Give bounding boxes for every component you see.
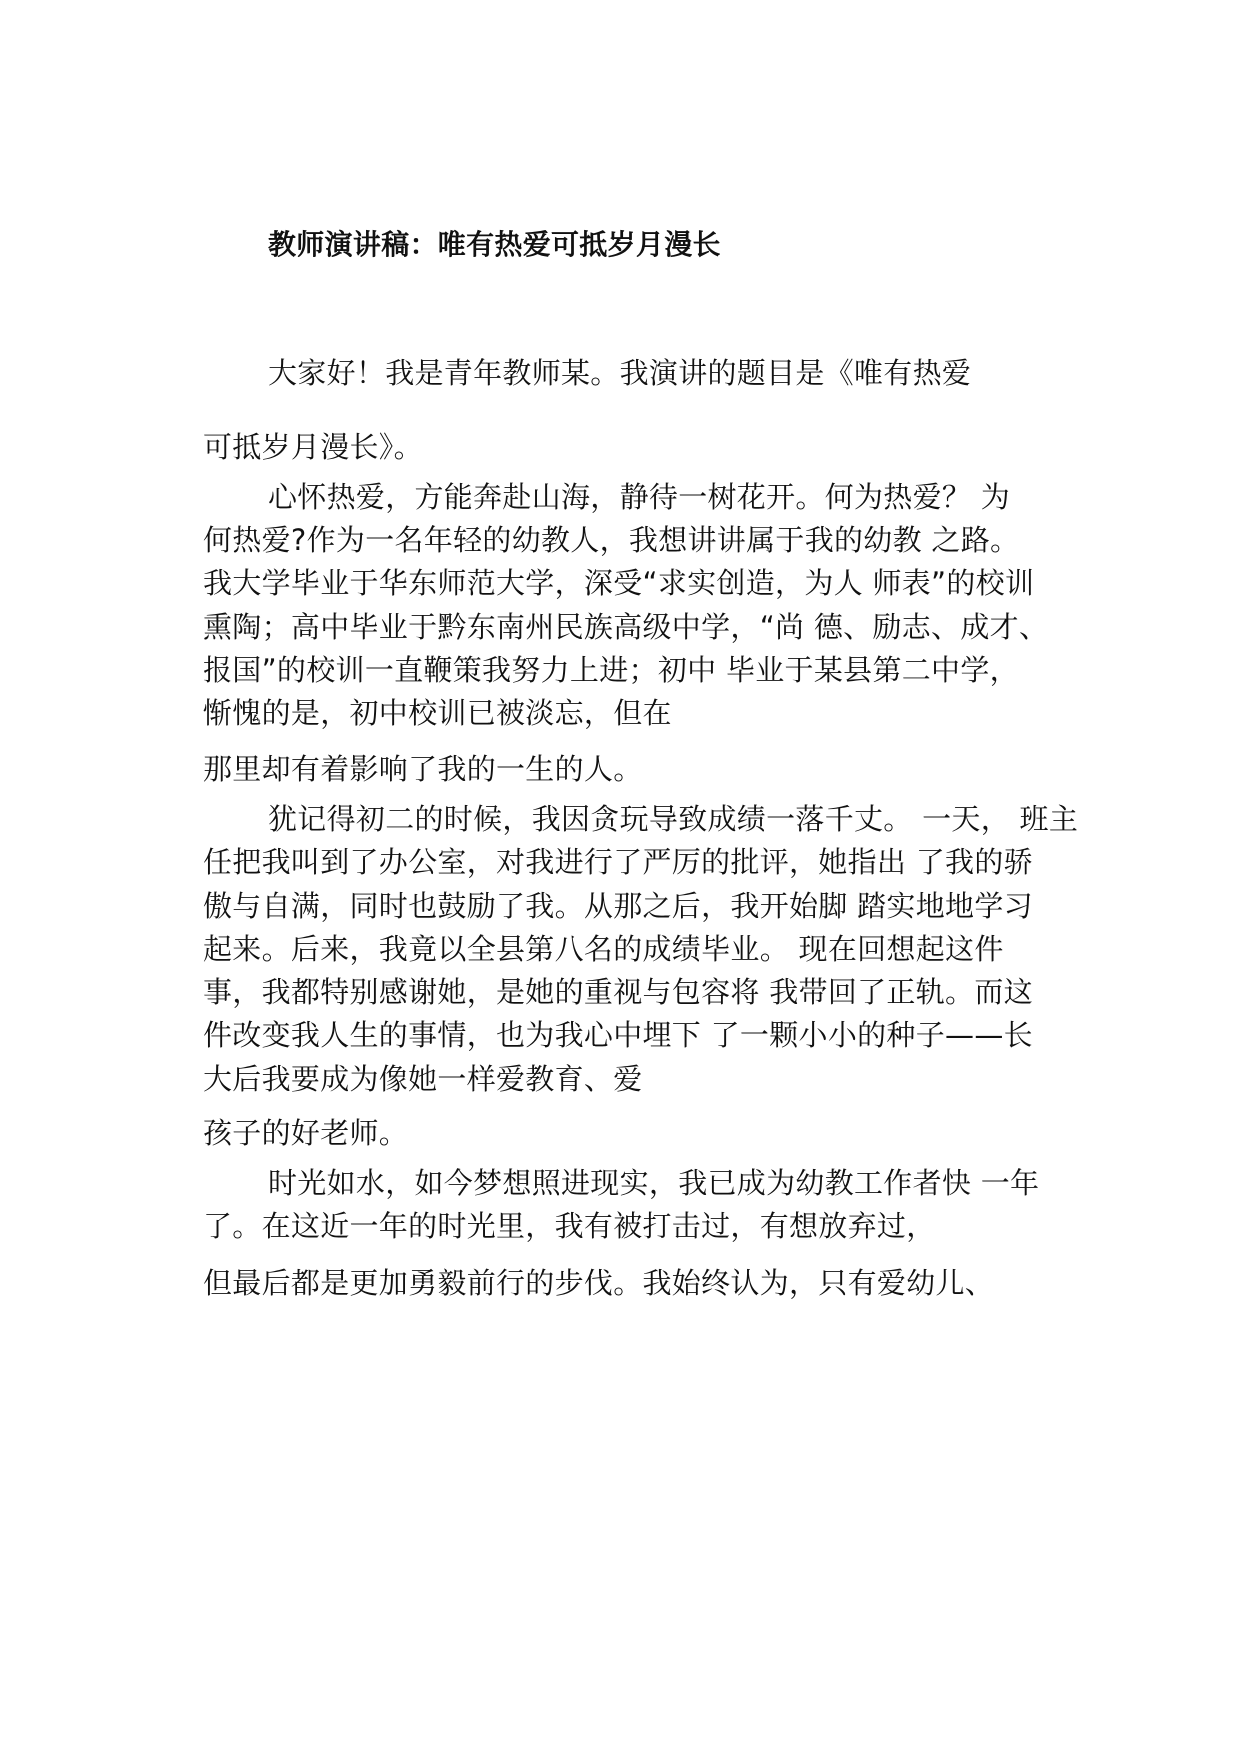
paragraph-line: 但最后都是更加勇毅前行的步伐。我始终认为，只有爱幼儿、 — [203, 1266, 995, 1300]
paragraph-line: 我大学毕业于华东师范大学，深受“求实创造，为人 师表”的校训 — [203, 566, 1035, 600]
paragraph-line: 可抵岁月漫长》。 — [203, 430, 423, 464]
document-title: 教师演讲稿：唯有热爱可抵岁月漫长 — [268, 228, 721, 261]
paragraph-line: 心怀热爱，方能奔赴山海，静待一树花开。何为热爱？ 为 — [268, 480, 1011, 514]
paragraph-line: 起来。后来，我竟以全县第八名的成绩毕业。 现在回想起这件 — [203, 932, 1004, 966]
paragraph-line: 了。在这近一年的时光里，我有被打击过，有想放弃过， — [203, 1209, 936, 1243]
paragraph-line: 报国”的校训一直鞭策我努力上进；初中 毕业于某县第二中学， — [203, 653, 1019, 687]
paragraph-line: 件改变我人生的事情，也为我心中埋下 了一颗小小的种子——长 — [203, 1018, 1033, 1052]
paragraph-line: 傲与自满，同时也鼓励了我。从那之后，我开始脚 踏实地地学习 — [203, 889, 1033, 923]
paragraph-line: 孩子的好老师。 — [203, 1116, 409, 1150]
paragraph-line: 任把我叫到了办公室，对我进行了严厉的批评，她指出 了我的骄 — [203, 845, 1033, 879]
paragraph-line: 何热爱?作为一名年轻的幼教人，我想讲讲属于我的幼教 之路。 — [203, 523, 1020, 557]
paragraph-line: 时光如水，如今梦想照进现实，我已成为幼教工作者快 一年 — [268, 1166, 1040, 1200]
paragraph-line: 事，我都特别感谢她，是她的重视与包容将 我带回了正轨。而这 — [203, 975, 1033, 1009]
paragraph-line: 惭愧的是，初中校训已被淡忘，但在 — [203, 696, 672, 730]
paragraph-line: 大后我要成为像她一样爱教育、爱 — [203, 1062, 643, 1096]
paragraph-line: 犹记得初二的时候，我因贪玩导致成绩一落千丈。 一天， 班主 — [268, 802, 1079, 836]
paragraph-line: 熏陶；高中毕业于黔东南州民族高级中学，“尚 德、励志、成才、 — [203, 610, 1049, 644]
paragraph-line: 大家好！我是青年教师某。我演讲的题目是《唯有热爱 — [268, 356, 972, 390]
paragraph-line: 那里却有着影响了我的一生的人。 — [203, 752, 643, 786]
